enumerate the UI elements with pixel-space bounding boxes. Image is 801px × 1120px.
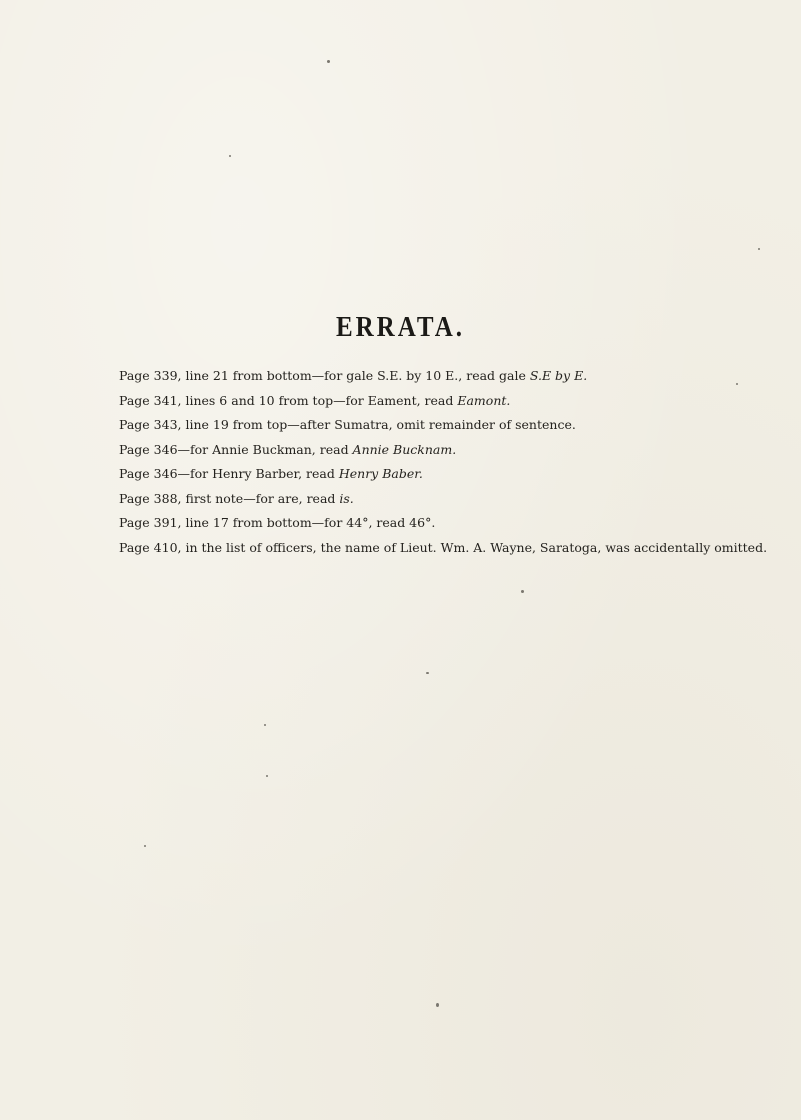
entry-text: Page 339, line 21 from bottom—for gale S.E. by 10 E., read gale <box>119 368 530 383</box>
paper-speck <box>229 155 231 157</box>
entry-text: Page 343, line 19 from top—after Sumatra, omit remainder of sentence. <box>119 417 576 432</box>
errata-entry <box>119 536 789 561</box>
entry-correction: S.E by E. <box>529 368 588 383</box>
errata-entry <box>119 389 789 414</box>
entry-text: Page 346—for Annie Buckman, read <box>119 441 353 457</box>
errata-entry <box>119 511 789 536</box>
paper-speck <box>327 60 330 63</box>
errata-entry <box>119 487 789 512</box>
paper-speck <box>266 775 268 777</box>
entry-text: Page 391, line 17 from bottom—for 44°, read 46°. <box>119 515 436 530</box>
paper-speck <box>144 845 146 847</box>
errata-entry <box>119 364 789 389</box>
paper-speck <box>758 248 760 250</box>
paper-speck <box>426 672 429 674</box>
page-title: ERRATA. <box>335 311 466 343</box>
paper-speck <box>736 383 738 385</box>
paper-speck <box>264 724 266 726</box>
errata-entry <box>119 413 789 438</box>
entry-text: Page 346—for Henry Barber, read <box>119 466 339 481</box>
entry-text: Page 388, first note—for are, read <box>119 490 340 506</box>
entry-text: Page 341, lines 6 and 10 from top—for Eament, read <box>119 392 458 408</box>
errata-entry <box>119 438 789 463</box>
errata-entry <box>119 462 789 487</box>
entry-correction: Henry Baber. <box>338 466 423 481</box>
paper-speck <box>436 1003 439 1007</box>
paper-speck <box>521 590 524 593</box>
entry-text: Page 410, in the list of officers, the name of Lieut. Wm. A. Wayne, Saratoga, was accidentally omitted. <box>119 539 768 555</box>
entry-correction: Annie Bucknam. <box>352 441 457 457</box>
entry-correction: Eamont. <box>457 392 511 408</box>
entry-correction: is. <box>339 490 354 506</box>
errata-list <box>119 364 789 560</box>
